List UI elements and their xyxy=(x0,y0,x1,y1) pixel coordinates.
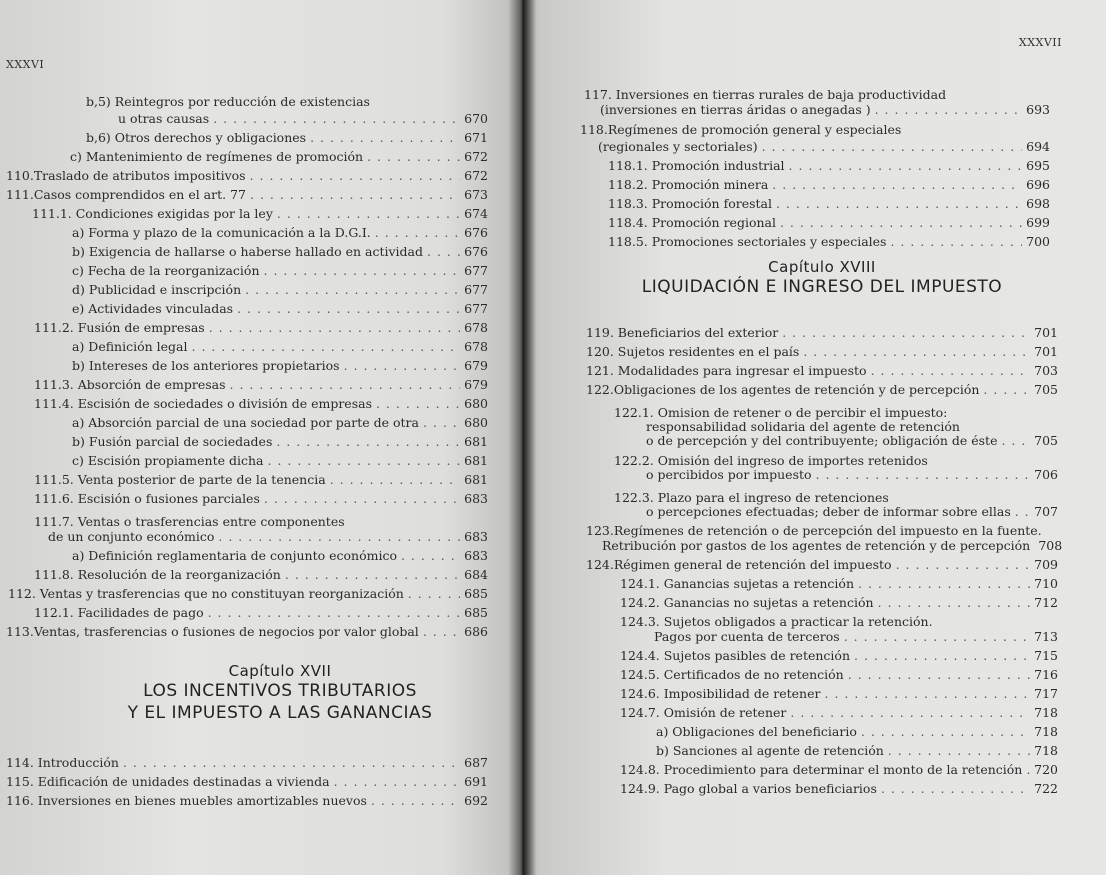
toc-entry-text: responsabilidad solidaria del agente de retención xyxy=(646,419,960,434)
toc-entry xyxy=(608,235,1050,249)
toc-entry-text: c) Mantenimiento de regímenes de promoción xyxy=(70,149,364,164)
toc-entry xyxy=(6,188,488,202)
dot-leader xyxy=(268,454,460,468)
toc-entry xyxy=(6,625,488,639)
dot-leader xyxy=(790,706,1030,720)
toc-entry xyxy=(602,538,1063,553)
right-chapter-heading xyxy=(602,258,1042,298)
dot-leader xyxy=(803,345,1030,359)
toc-entry-text: 124.7. Omisión de retener xyxy=(620,705,787,720)
toc-entry xyxy=(586,383,1058,397)
toc-page-number: 705 xyxy=(1034,382,1058,397)
dot-leader xyxy=(890,235,1022,249)
dot-leader xyxy=(123,756,460,770)
toc-entry-text: 111.7. Ventas o trasferencias entre componentes xyxy=(34,514,345,529)
toc-entry xyxy=(6,756,488,770)
toc-page-number: 701 xyxy=(1034,344,1058,359)
toc-page-number: 717 xyxy=(1034,686,1058,701)
dot-leader xyxy=(858,577,1030,591)
toc-entry-text: de un conjunto económico xyxy=(48,529,215,544)
toc-entry-text: d) Publicidad e inscripción xyxy=(72,282,242,297)
toc-page-number: 722 xyxy=(1034,781,1058,796)
toc-entry-text: a) Definición reglamentaria de conjunto económico xyxy=(72,548,397,563)
toc-page-number: 699 xyxy=(1026,215,1050,230)
dot-leader xyxy=(854,649,1030,663)
dot-leader xyxy=(896,558,1030,572)
toc-entry xyxy=(654,630,1058,644)
right-page-folio: XXXVII xyxy=(1018,36,1062,49)
toc-entry-text: 111.2. Fusión de empresas xyxy=(34,320,205,335)
toc-entry-text: a) Obligaciones del beneficiario xyxy=(656,724,857,739)
toc-entry xyxy=(34,378,488,392)
dot-leader xyxy=(213,112,460,126)
dot-leader xyxy=(376,397,460,411)
dot-leader xyxy=(1001,434,1030,448)
toc-page-number: 718 xyxy=(1034,705,1058,720)
dot-leader xyxy=(824,687,1030,701)
dot-leader xyxy=(250,169,460,183)
toc-page-number: 683 xyxy=(464,529,488,544)
toc-entry-text: 124.3. Sujetos obligados a practicar la retención. xyxy=(620,614,933,629)
toc-entry xyxy=(646,468,1058,482)
toc-page-number: 676 xyxy=(464,225,488,240)
toc-entry-text: 118.4. Promoción regional xyxy=(608,215,776,230)
toc-entry xyxy=(48,530,488,544)
toc-entry xyxy=(8,587,488,601)
toc-entry xyxy=(600,103,1050,117)
toc-page-number: 670 xyxy=(464,111,488,126)
toc-page-number: 676 xyxy=(464,244,488,259)
dot-leader xyxy=(878,596,1030,610)
toc-entry xyxy=(32,207,488,221)
toc-page-number: 671 xyxy=(464,130,488,145)
toc-entry-text: 111.3. Absorción de empresas xyxy=(34,377,226,392)
toc-entry-text: c) Escisión propiamente dicha xyxy=(72,453,264,468)
toc-entry xyxy=(72,283,488,297)
toc-page-number: 696 xyxy=(1026,177,1050,192)
toc-entry-text: 118.Regímenes de promoción general y especiales xyxy=(580,122,902,137)
toc-page-number: 679 xyxy=(464,358,488,373)
toc-page-number: 706 xyxy=(1034,467,1058,482)
toc-page-number: 679 xyxy=(464,377,488,392)
toc-page-number: 678 xyxy=(464,320,488,335)
toc-entry xyxy=(86,131,488,145)
dot-leader xyxy=(427,245,460,259)
toc-page-number: 685 xyxy=(464,605,488,620)
dot-leader xyxy=(250,188,460,202)
toc-entry-text: e) Actividades vinculadas xyxy=(72,301,234,316)
toc-page-number: 695 xyxy=(1026,158,1050,173)
toc-entry-text: 111.6. Escisión o fusiones parciales xyxy=(34,491,260,506)
dot-leader xyxy=(816,468,1030,482)
toc-page-number: 683 xyxy=(464,548,488,563)
toc-entry xyxy=(72,416,488,430)
dot-leader xyxy=(423,625,460,639)
toc-entry-text: 118.5. Promociones sectoriales y especiales xyxy=(608,234,887,249)
toc-entry xyxy=(620,687,1058,701)
toc-page-number: 707 xyxy=(1034,504,1058,519)
toc-entry-text: 118.3. Promoción forestal xyxy=(608,196,772,211)
dot-leader xyxy=(264,264,461,278)
toc-entry-text: 110.Traslado de atributos impositivos xyxy=(6,168,246,183)
toc-page-number: 703 xyxy=(1034,363,1058,378)
toc-page-number: 687 xyxy=(464,755,488,770)
toc-page-number: 720 xyxy=(1034,762,1058,777)
toc-page-number: 718 xyxy=(1034,724,1058,739)
dot-leader xyxy=(330,473,460,487)
dot-leader xyxy=(875,103,1022,117)
dot-leader xyxy=(245,283,460,297)
toc-entry xyxy=(72,435,488,449)
toc-entry xyxy=(620,782,1058,796)
toc-entry xyxy=(608,197,1050,211)
toc-page-number: 705 xyxy=(1034,433,1058,448)
toc-page-number: 672 xyxy=(464,168,488,183)
toc-page-number: 677 xyxy=(464,263,488,278)
dot-leader xyxy=(371,794,460,808)
toc-entry xyxy=(608,159,1050,173)
toc-entry-text: 124.1. Ganancias sujetas a retención xyxy=(620,576,855,591)
dot-leader xyxy=(276,435,460,449)
toc-entry-text: 120. Sujetos residentes en el país xyxy=(586,344,800,359)
toc-page-number: 677 xyxy=(464,301,488,316)
toc-entry xyxy=(646,505,1058,519)
toc-entry-text: 119. Beneficiarios del exterior xyxy=(586,325,779,340)
toc-entry-text: (inversiones en tierras áridas o anegadas ) xyxy=(600,102,871,117)
dot-leader xyxy=(1026,763,1030,777)
toc-page-number: 715 xyxy=(1034,648,1058,663)
toc-entry-text: 122.2. Omisión del ingreso de importes retenidos xyxy=(614,453,928,468)
toc-page-number: 712 xyxy=(1034,595,1058,610)
dot-leader xyxy=(375,226,460,240)
toc-entry-text: c) Fecha de la reorganización xyxy=(72,263,260,278)
toc-entry xyxy=(586,345,1058,359)
toc-entry xyxy=(608,216,1050,230)
toc-page-number: 708 xyxy=(1038,538,1063,553)
toc-entry-text: a) Forma y plazo de la comunicación a la D.G.I. xyxy=(72,225,371,240)
toc-entry-text: a) Absorción parcial de una sociedad por parte de otra xyxy=(72,415,419,430)
toc-entry-text: o percepciones efectuadas; deber de informar sobre ellas xyxy=(646,504,1011,519)
toc-entry xyxy=(646,434,1058,448)
dot-leader xyxy=(277,207,460,221)
dot-leader xyxy=(772,178,1022,192)
toc-entry xyxy=(620,649,1058,663)
toc-entry-text: (regionales y sectoriales) xyxy=(598,139,758,154)
toc-entry xyxy=(608,178,1050,192)
toc-entry xyxy=(72,226,488,240)
dot-leader xyxy=(861,725,1030,739)
toc-entry-text: 116. Inversiones en bienes muebles amortizables nuevos xyxy=(6,793,367,808)
toc-entry-text: 111.Casos comprendidos en el art. 77 xyxy=(6,187,246,202)
toc-entry-text: 123.Regímenes de retención o de percepción del impuesto en la fuente. xyxy=(586,523,1042,538)
toc-entry-text: b) Exigencia de hallarse o haberse hallado en actividad xyxy=(72,244,424,259)
toc-page-number: 718 xyxy=(1034,743,1058,758)
toc-page-number: 694 xyxy=(1026,139,1050,154)
book-gutter-shadow xyxy=(508,0,536,875)
toc-entry-text: 117. Inversiones en tierras rurales de baja productividad xyxy=(584,87,947,102)
chapter-title-line-1: LIQUIDACIÓN E INGRESO DEL IMPUESTO xyxy=(641,277,1003,297)
toc-page-number: 686 xyxy=(464,624,488,639)
toc-entry-text: 111.5. Venta posterior de parte de la tenencia xyxy=(34,472,326,487)
toc-page-number: 701 xyxy=(1034,325,1058,340)
toc-entry-text: 122.1. Omision de retener o de percibir el impuesto: xyxy=(614,405,948,420)
toc-entry-text: 112.1. Facilidades de pago xyxy=(34,605,204,620)
left-page-folio: XXXVI xyxy=(6,58,45,71)
toc-entry xyxy=(34,568,488,582)
toc-page-number: 684 xyxy=(464,567,488,582)
toc-entry xyxy=(620,763,1058,777)
dot-leader xyxy=(844,630,1030,644)
dot-leader xyxy=(344,359,460,373)
dot-leader xyxy=(780,216,1022,230)
toc-entry-text: a) Definición legal xyxy=(72,339,188,354)
toc-entry-text: 112. Ventas y trasferencias que no constituyan reorganización xyxy=(8,586,404,601)
toc-entry xyxy=(34,321,488,335)
toc-entry-text: b) Fusión parcial de sociedades xyxy=(72,434,273,449)
toc-page-number: 683 xyxy=(464,491,488,506)
toc-entry-text: 111.4. Escisión de sociedades o división de empresas xyxy=(34,396,372,411)
dot-leader xyxy=(881,782,1030,796)
dot-leader xyxy=(782,326,1030,340)
toc-entry-text: b) Intereses de los anteriores propietarios xyxy=(72,358,340,373)
toc-page-number: 700 xyxy=(1026,234,1050,249)
toc-entry-text: 124.2. Ganancias no sujetas a retención xyxy=(620,595,874,610)
dot-leader xyxy=(208,606,460,620)
dot-leader xyxy=(983,383,1030,397)
toc-entry xyxy=(620,596,1058,610)
toc-entry-text: 115. Edificación de unidades destinadas a vivienda xyxy=(6,774,330,789)
dot-leader xyxy=(408,587,460,601)
toc-entry xyxy=(6,169,488,183)
left-toc-list xyxy=(0,0,522,875)
toc-page-number: 698 xyxy=(1026,196,1050,211)
toc-entry-text: 121. Modalidades para ingresar el impuesto xyxy=(586,363,867,378)
dot-leader xyxy=(888,744,1030,758)
toc-entry xyxy=(656,725,1058,739)
toc-page-number: 713 xyxy=(1034,629,1058,644)
toc-entry-text: 122.3. Plazo para el ingreso de retenciones xyxy=(614,490,889,505)
dot-leader xyxy=(762,140,1022,154)
toc-page-number: 710 xyxy=(1034,576,1058,591)
dot-leader xyxy=(218,530,460,544)
toc-entry xyxy=(34,606,488,620)
toc-entry-text: Retribución por gastos de los agentes de retención y de percepción xyxy=(602,538,1031,553)
toc-entry-text: 111.8. Resolución de la reorganización xyxy=(34,567,281,582)
toc-entry-text: 124.6. Imposibilidad de retener xyxy=(620,686,821,701)
toc-entry xyxy=(620,706,1058,720)
toc-entry-text: b,6) Otros derechos y obligaciones xyxy=(86,130,307,145)
dot-leader xyxy=(237,302,460,316)
toc-entry xyxy=(72,454,488,468)
chapter-title-line-2: Y EL IMPUESTO A LAS GANANCIAS xyxy=(127,703,433,723)
toc-page-number: 685 xyxy=(464,586,488,601)
toc-entry-text: o de percepción y del contribuyente; obligación de éste xyxy=(646,433,998,448)
toc-page-number: 716 xyxy=(1034,667,1058,682)
toc-page-number: 681 xyxy=(464,453,488,468)
left-chapter-heading xyxy=(60,662,500,724)
toc-page-number: 672 xyxy=(464,149,488,164)
chapter-number: Capítulo XVIII xyxy=(768,258,876,276)
toc-entry xyxy=(72,264,488,278)
toc-page-number: 691 xyxy=(464,774,488,789)
toc-entry xyxy=(34,473,488,487)
toc-entry xyxy=(656,744,1058,758)
toc-page-number: 673 xyxy=(464,187,488,202)
toc-page-number: 681 xyxy=(464,472,488,487)
toc-entry xyxy=(598,140,1050,154)
dot-leader xyxy=(789,159,1022,173)
dot-leader xyxy=(310,131,460,145)
dot-leader xyxy=(423,416,460,430)
toc-entry-text: Pagos por cuenta de terceros xyxy=(654,629,840,644)
dot-leader xyxy=(776,197,1022,211)
dot-leader xyxy=(230,378,460,392)
toc-page-number: 681 xyxy=(464,434,488,449)
toc-entry xyxy=(6,794,488,808)
toc-entry-text: b,5) Reintegros por reducción de existencias xyxy=(86,94,370,109)
toc-entry-text: o percibidos por impuesto xyxy=(646,467,812,482)
toc-page-number: 678 xyxy=(464,339,488,354)
dot-leader xyxy=(401,549,460,563)
dot-leader xyxy=(192,340,460,354)
right-toc-list xyxy=(522,0,1106,875)
toc-entry-text: 124.4. Sujetos pasibles de retención xyxy=(620,648,850,663)
toc-entry xyxy=(620,577,1058,591)
toc-entry xyxy=(118,112,488,126)
toc-entry-text: 124.Régimen general de retención del impuesto xyxy=(586,557,892,572)
toc-entry-text: 124.5. Certificados de no retención xyxy=(620,667,844,682)
toc-entry xyxy=(72,549,488,563)
toc-page-number: 709 xyxy=(1034,557,1058,572)
toc-page-number: 680 xyxy=(464,396,488,411)
toc-entry-text: b) Sanciones al agente de retención xyxy=(656,743,884,758)
toc-page-number: 677 xyxy=(464,282,488,297)
right-page xyxy=(522,0,1106,875)
dot-leader xyxy=(209,321,460,335)
chapter-title-line-1: LOS INCENTIVOS TRIBUTARIOS xyxy=(143,681,417,701)
toc-entry-text: 114. Introducción xyxy=(6,755,119,770)
chapter-number: Capítulo XVII xyxy=(228,662,332,680)
toc-entry-text: 124.9. Pago global a varios beneficiarios xyxy=(620,781,877,796)
toc-entry-text: 118.1. Promoción industrial xyxy=(608,158,785,173)
toc-entry xyxy=(586,364,1058,378)
toc-entry-text: 113.Ventas, trasferencias o fusiones de negocios por valor global xyxy=(6,624,419,639)
toc-entry xyxy=(72,302,488,316)
toc-entry-text: u otras causas xyxy=(118,111,210,126)
toc-entry-text: 111.1. Condiciones exigidas por la ley xyxy=(32,206,273,221)
toc-page-number: 692 xyxy=(464,793,488,808)
toc-entry xyxy=(34,492,488,506)
left-page xyxy=(0,0,522,875)
toc-entry xyxy=(620,668,1058,682)
toc-entry xyxy=(72,340,488,354)
toc-page-number: 693 xyxy=(1026,102,1050,117)
toc-entry-text: 118.2. Promoción minera xyxy=(608,177,769,192)
toc-page-number: 680 xyxy=(464,415,488,430)
dot-leader xyxy=(285,568,460,582)
toc-entry xyxy=(6,775,488,789)
dot-leader xyxy=(264,492,460,506)
dot-leader xyxy=(334,775,460,789)
toc-entry xyxy=(586,326,1058,340)
toc-page-number: 674 xyxy=(464,206,488,221)
dot-leader xyxy=(848,668,1030,682)
dot-leader xyxy=(1015,505,1030,519)
toc-entry xyxy=(34,397,488,411)
toc-entry xyxy=(72,245,488,259)
toc-entry xyxy=(70,150,488,164)
toc-entry xyxy=(586,558,1058,572)
toc-entry-text: 124.8. Procedimiento para determinar el monto de la retención xyxy=(620,762,1023,777)
dot-leader xyxy=(367,150,460,164)
toc-entry xyxy=(72,359,488,373)
dot-leader xyxy=(871,364,1030,378)
toc-entry-text: 122.Obligaciones de los agentes de retención y de percepción xyxy=(586,382,980,397)
